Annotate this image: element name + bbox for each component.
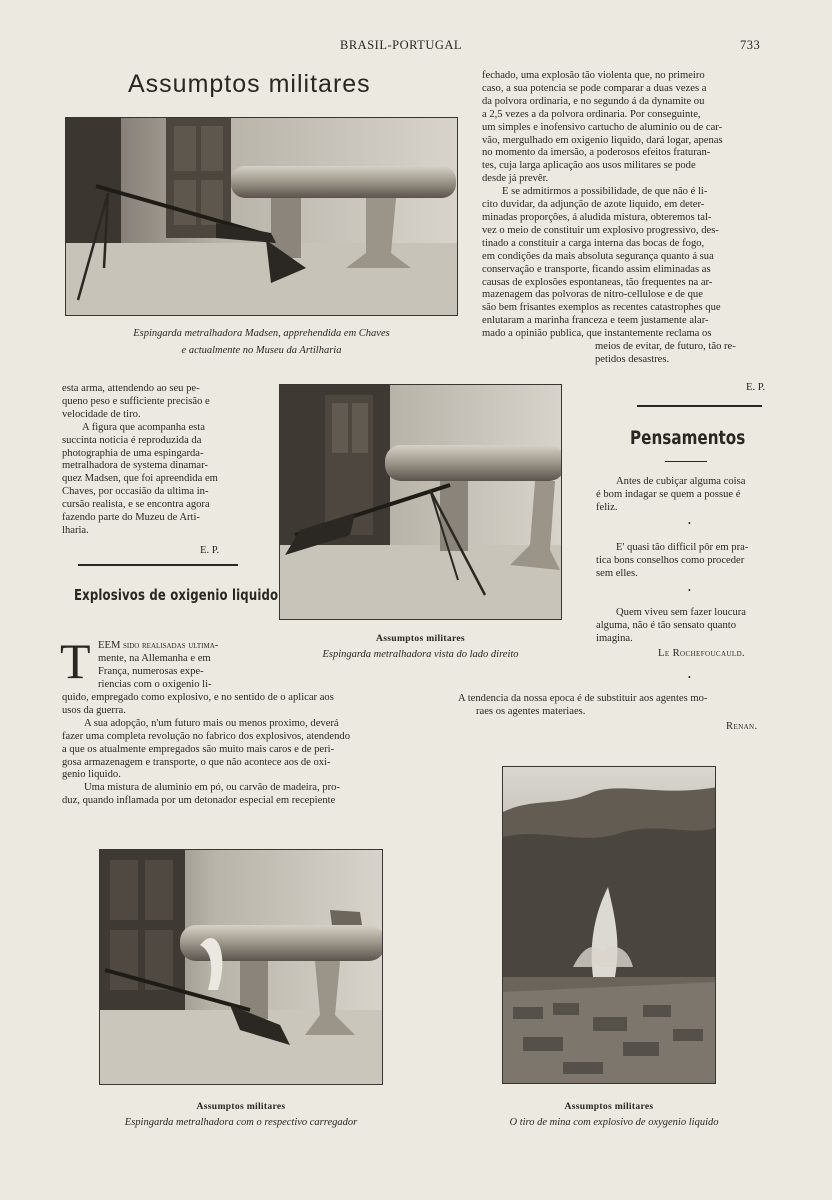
body-line: Chaves, por occasião da ultima in- xyxy=(62,486,209,498)
body-line: um simples e inofensivo cartucho de aluminio ou de car- xyxy=(482,121,723,133)
body-line: mazenagem das polvoras de nitro-cellulose e de que xyxy=(482,289,703,301)
body-line: quez Madsen, que foi apreendida em xyxy=(62,473,218,485)
body-line: tinado a constituir a carga interna das bocas de fogo, xyxy=(482,237,705,249)
body-line: usos da guerra. xyxy=(62,704,126,716)
body-line: cursão realista, e se encontra agora xyxy=(62,499,210,511)
quote-line: E' quasi tão difficil pôr em pra- xyxy=(616,542,749,553)
body-line: no momento da imersão, a poderosos efeitos fraturan- xyxy=(482,147,711,159)
photo-mine-explosion xyxy=(502,766,716,1084)
photo-gun-right-side xyxy=(279,384,562,620)
article2-dropcap-lines xyxy=(98,640,268,692)
body-line: fazendo parte do Muzeu de Arti- xyxy=(62,512,200,524)
body-line: cito duvidar, da adjunção de azote liquido, em deter- xyxy=(482,199,705,211)
body-line: duz, quando inflamada por um detonador especial em recepiente xyxy=(62,795,336,807)
body-line: queno peso e sufficiente precisão e xyxy=(62,395,210,407)
body-line: genio liquido. xyxy=(62,769,121,781)
article-title: Assumptos militares xyxy=(128,70,371,98)
photo1-caption-line2: e actualmente no Museu da Artilharia xyxy=(181,345,342,356)
body-line: desde já prevêr. xyxy=(482,173,549,185)
quote-4 xyxy=(458,693,782,719)
body-line: meios de evitar, de futuro, tão re- xyxy=(595,341,736,352)
body-line: em condições da mais absoluta segurança quanto á sua xyxy=(482,250,714,262)
body-line: a 2,5 vezes a da polvora ordinaria. Por conseguinte, xyxy=(482,108,701,120)
quote-line: é bom indagar se quem a possue é xyxy=(596,488,741,500)
signature: E. P. xyxy=(200,545,220,556)
body-line: vão, mergulhado em oxigenio liquido, dará logar, apenas xyxy=(482,134,723,146)
body-line: minadas proporções, á aludida mistura, obteremos tal- xyxy=(482,211,712,223)
quote-3 xyxy=(596,607,782,646)
body-line: da polvora ordinaria, e no segundo á da dynamite ou xyxy=(482,95,705,107)
pensamentos-title: Pensamentos xyxy=(630,427,746,449)
quote-line: alguma, não é tão sensato quanto xyxy=(596,619,737,631)
body-line: riencias com o oxigenio li- xyxy=(98,678,212,690)
body-line: metralhadora de systema dinamar- xyxy=(62,460,208,472)
body-line: vez o meio de constituir um explosivo progressivo, des- xyxy=(482,224,719,236)
photo2-caption-title: Assumptos militares xyxy=(376,633,465,644)
body-line: mado a opinião publica, que instantemente reclama os xyxy=(482,328,712,340)
body-line: conservação e transporte, ficando assim eliminadas as xyxy=(482,263,711,275)
quote-line: A tendencia da nossa epoca é de substituir aos agentes mo- xyxy=(458,693,708,704)
quote-line: feliz. xyxy=(596,501,618,513)
quote-line: sem elles. xyxy=(596,567,638,579)
body-line: A figura que acompanha esta xyxy=(82,421,205,433)
quote-line: imagina. xyxy=(596,632,633,644)
body-line: enlutaram a marinha franceza e teem justamente alar- xyxy=(482,315,709,327)
body-line: esta arma, attendendo ao seu pe- xyxy=(62,383,200,394)
body-line: velocidade de tiro. xyxy=(62,408,141,420)
article1-body xyxy=(62,383,247,538)
drop-cap: T xyxy=(60,633,91,689)
separator-dot: • xyxy=(688,519,691,528)
quote-2 xyxy=(596,542,782,581)
body-line: petidos desastres. xyxy=(595,353,670,365)
quote-author: Le Rochefoucauld. xyxy=(658,648,746,659)
quote-line: Antes de cubiçar alguma coisa xyxy=(616,476,746,487)
quote-1 xyxy=(596,476,782,515)
body-line: a que os atualmente empregados são muito mais caros e de peri- xyxy=(62,743,335,755)
photo4-caption-title: Assumptos militares xyxy=(564,1101,654,1112)
photo4-caption: O tiro de mina com explosivo de oxygenio liquido xyxy=(509,1117,719,1128)
photo3-caption-title: Assumptos militares xyxy=(196,1101,286,1112)
separator-dot: • xyxy=(688,586,691,595)
photo1-caption-line1: Espingarda metralhadora Madsen, apprehendida em Chaves xyxy=(133,328,390,339)
photo3-caption: Espingarda metralhadora com o respectivo carregador xyxy=(124,1117,358,1128)
body-line: tes, cuja larga aplicação aos usos militares se pode xyxy=(482,160,696,172)
photo-gun-with-magazine xyxy=(99,849,383,1085)
body-line: mente, na Allemanha e em xyxy=(98,652,211,664)
body-line: EEM sido realisadas ultima- xyxy=(98,640,219,651)
signature: E. P. xyxy=(746,382,766,393)
body-line: caso, a sua potencia se pode comparar a duas vezes a xyxy=(482,82,707,94)
quote-author: Renan. xyxy=(726,721,758,732)
article2-title: Explosivos de oxigenio liquido xyxy=(74,586,279,604)
body-line: causas de explosões espontaneas, tão frequentes na ar- xyxy=(482,276,713,288)
body-line: A sua adopção, n'um futuro mais ou menos proximo, deverá xyxy=(84,717,339,729)
photo-madsen-gun xyxy=(65,117,458,316)
body-line: fazer uma completa revolução no fabrico dos explosivos, atendendo xyxy=(62,730,350,742)
photo2-caption: Espingarda metralhadora vista do lado direito xyxy=(322,649,519,660)
article2-body xyxy=(62,692,413,808)
body-line: E se admitirmos a possibilidade, de que não é li- xyxy=(502,186,708,198)
quote-line: Quem viveu sem fazer loucura xyxy=(616,607,747,618)
page-number: 733 xyxy=(740,38,761,52)
quote-line: tica bons conselhos como proceder xyxy=(596,554,745,566)
body-line: gosa armazenagem e transporte, o que não acontece aos de oxi- xyxy=(62,756,331,768)
body-line: Uma mistura de aluminio em pó, ou carvão de madeira, pro- xyxy=(84,782,340,794)
body-line: photographia de uma espingarda- xyxy=(62,447,204,459)
divider xyxy=(78,564,238,566)
quote-line: raes os agentes materiaes. xyxy=(476,705,586,717)
body-line: lharia. xyxy=(62,524,89,536)
article2-column2-tail xyxy=(595,341,779,367)
article2-column2 xyxy=(482,70,779,341)
separator-dot: • xyxy=(688,673,691,682)
body-line: succinta noticia é reproduzida da xyxy=(62,434,202,446)
publication-name: BRASIL-PORTUGAL xyxy=(340,38,463,52)
body-line: França, numerosas expe- xyxy=(98,665,204,677)
divider xyxy=(665,461,707,462)
body-line: fechado, uma explosão tão violenta que, no primeiro xyxy=(482,70,705,81)
body-line: quido, empregado como explosivo, e no sentido de o aplicar aos xyxy=(62,692,334,703)
divider xyxy=(637,405,762,407)
body-line: são bem frisantes exemplos as recentes catastrophes que xyxy=(482,302,721,314)
